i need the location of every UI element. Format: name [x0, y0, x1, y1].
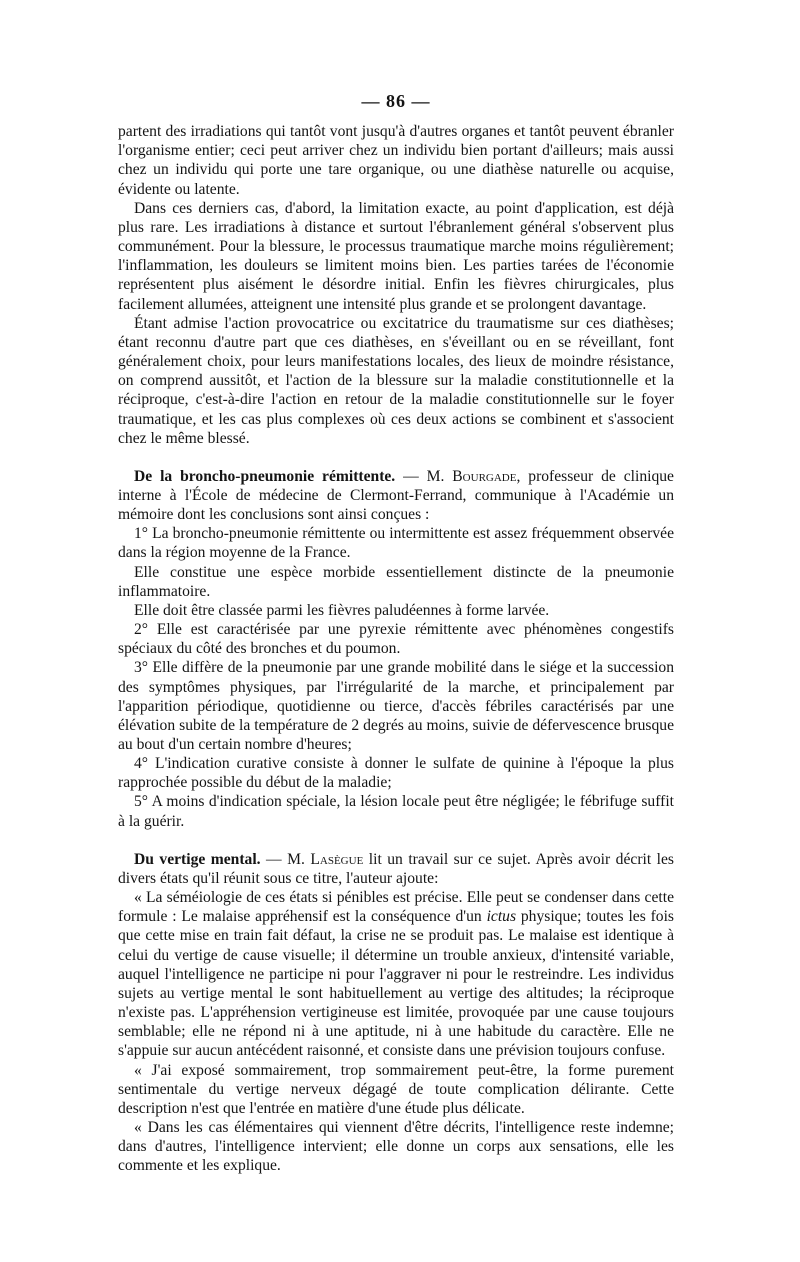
conclusion-item: 1° La broncho-pneumonie rémittente ou intermittente est assez fréquemment observée dans la région moyenne de la France.: [118, 525, 674, 562]
conclusion-item: Elle constitue une espèce morbide essentiellement distincte de la pneumonie inflammatoire.: [118, 563, 674, 600]
italic-term: ictus: [486, 908, 517, 926]
page-number: — 86 —: [361, 91, 431, 111]
quote-paragraph: « J'ai exposé sommairement, trop sommairement peut-être, la forme purement sentimentale du vertige nerveux dégagé de toute complication délirante. Cette description n'est que l'entrée en matière d'une étude plus délicate.: [118, 1061, 674, 1117]
author-name: Bourgade: [452, 467, 517, 485]
document-page: [118, 92, 674, 1175]
section-vertige-mental: [118, 850, 674, 1176]
section-intro-text: , professeur de clinique interne à l'École de médecine de Clermont-Ferrand, communique à l'Académie un mémoire dont les conclusions sont ainsi conçues :: [118, 467, 674, 524]
conclusion-item: 4° L'indication curative consiste à donner le sulfate de quinine à l'époque la plus rapprochée possible du début de la maladie;: [118, 755, 674, 792]
paragraph: partent des irradiations qui tantôt vont jusqu'à d'autres organes et tantôt peuvent ébranler l'organisme entier; ceci peut arriver chez un individu bien portant d'ailleurs; mais aussi chez un individu qui porte une tare organique, ou une diathèse naturelle ou acquise, évidente ou latente.: [118, 123, 674, 198]
section-broncho-pneumonie: [118, 467, 674, 831]
quote-paragraph: « Dans les cas élémentaires qui viennent d'être décrits, l'intelligence reste indemne; dans d'autres, l'intelligence intervient; elle donne un corps aux sensations, elle les commente et les explique.: [118, 1118, 674, 1175]
section-intro-text: lit un travail sur ce sujet. Après avoir décrit les divers états qu'il réunit sous ce titre, l'auteur ajoute:: [118, 850, 674, 887]
conclusion-item: 2° Elle est caractérisée par une pyrexie rémittente avec phénomènes congestifs spéciaux du côté des bronches et du poumon.: [118, 621, 674, 658]
quote-text: « La séméiologie de ces états si pénibles est précise. Elle peut se condenser dans cette formule : Le malaise appréhensif est la conséquence d'un: [118, 889, 674, 926]
section-title: De la broncho-pneumonie rémittente.: [134, 467, 396, 485]
section-intro: [118, 467, 674, 524]
section-dash: — M.: [395, 467, 453, 485]
section-title: Du vertige mental.: [134, 850, 261, 868]
section-intro: [118, 850, 674, 888]
conclusion-item: 3° Elle diffère de la pneumonie par une grande mobilité dans le siége et la succession des symptômes physiques, par l'irrégularité de la marche, et principalement par l'apparition périodique, quotidienne ou tierce, d'accès fébriles caractérisés par une élévation subite de la température de 2 degrés au moins, suivie de défervescence brusque au bout d'un certain nombre d'heures;: [118, 659, 674, 753]
section-dash: — M.: [260, 850, 311, 868]
paragraph: Étant admise l'action provocatrice ou excitatrice du traumatisme sur ces diathèses; étant reconnu d'autre part que ces diathèses, en s'éveillant ou en se réveillant, font généralement choix, pour leurs manifestations locales, des lieux de moindre résistance, on comprend aussitôt, et l'action de la blessure sur la maladie constitutionnelle et la réciproque, c'est-à-dire l'action en retour de la maladie constitutionnelle sur le foyer traumatique, et les cas plus complexes où ces deux actions se combinent et s'associent chez le même blessé.: [118, 314, 674, 447]
opening-text: [118, 122, 674, 448]
author-name: Lasègue: [310, 850, 364, 868]
quote-text: physique; toutes les fois que cette mise en train fait défaut, la crise ne se produit pas. Le malaise est identique à celui du vertige de cause visuelle; il détermine un trouble anxieux, d'intensité variable, auquel l'intelligence ne participe ni pour l'aggraver ni pour le restreindre. Les individus sujets au vertige mental le sont habituellement au vertige des altitudes; la réciproque n'existe pas. L'appréhension vertigineuse est limitée, provoquée par une cause toujours semblable; elle ne répond ni à une aptitude, ni à une habitude du caractère. Elle ne s'appuie sur aucun antécédent raisonné, et consiste dans une prévision toujours confuse.: [118, 908, 674, 1060]
paragraph: Dans ces derniers cas, d'abord, la limitation exacte, au point d'application, est déjà plus rare. Les irradiations à distance et surtout l'ébranlement général s'observent plus communément. Pour la blessure, le processus traumatique marche moins régulièrement; l'inflammation, les douleurs se limitent moins bien. Les parties tarées de l'économie représentent plus aisément le désordre initial. Enfin les fièvres chirurgicales, plus facilement allumées, atteignent une intensité plus grande et se prolongent davantage.: [118, 199, 674, 313]
conclusion-item: 5° A moins d'indication spéciale, la lésion locale peut être négligée; le fébrifuge suffit à la guérir.: [118, 793, 674, 830]
quote-paragraph: [118, 888, 674, 1060]
conclusion-item: Elle doit être classée parmi les fièvres paludéennes à forme larvée.: [134, 601, 550, 619]
